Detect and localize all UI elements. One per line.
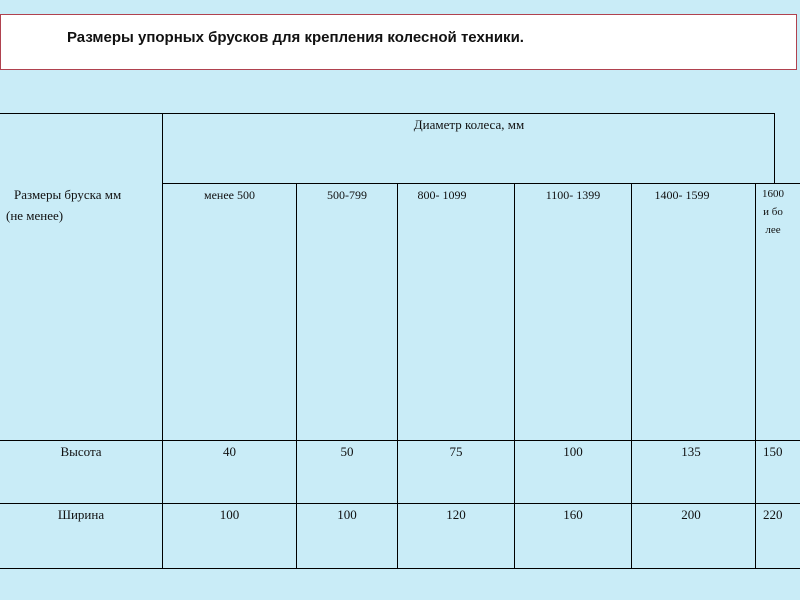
page-title: Размеры упорных брусков для крепления колесной техники.	[67, 29, 524, 46]
table-cell: 120	[446, 507, 466, 522]
table-cell: 100	[563, 444, 583, 459]
row-label: Высота	[60, 444, 102, 459]
column-header: 1600 и более	[762, 188, 784, 236]
table-cell: 75	[449, 444, 463, 459]
table-cell: 160	[563, 507, 583, 522]
table-cell: 150	[763, 444, 783, 459]
column-header: 1400- 1599	[654, 188, 710, 202]
row-header-label: Размеры бруска мм	[14, 187, 122, 202]
column-header: 500-799	[327, 188, 367, 202]
table-cell: 200	[681, 507, 701, 522]
table-cell: 50	[340, 444, 354, 459]
table-cell: 100	[337, 507, 357, 522]
table-cell: 220	[763, 507, 783, 522]
table-cell: 100	[219, 507, 240, 522]
table-cell: 40	[223, 444, 236, 459]
row-header-note: (не менее)	[6, 208, 64, 223]
column-header: менее 500	[204, 188, 255, 202]
group-header: Диаметр колеса, мм	[413, 117, 525, 132]
row-label: Ширина	[57, 507, 105, 522]
title-banner	[0, 14, 797, 70]
table-cell: 135	[681, 444, 701, 459]
column-header: 800- 1099	[417, 188, 467, 202]
column-header: 1100- 1399	[545, 188, 601, 202]
